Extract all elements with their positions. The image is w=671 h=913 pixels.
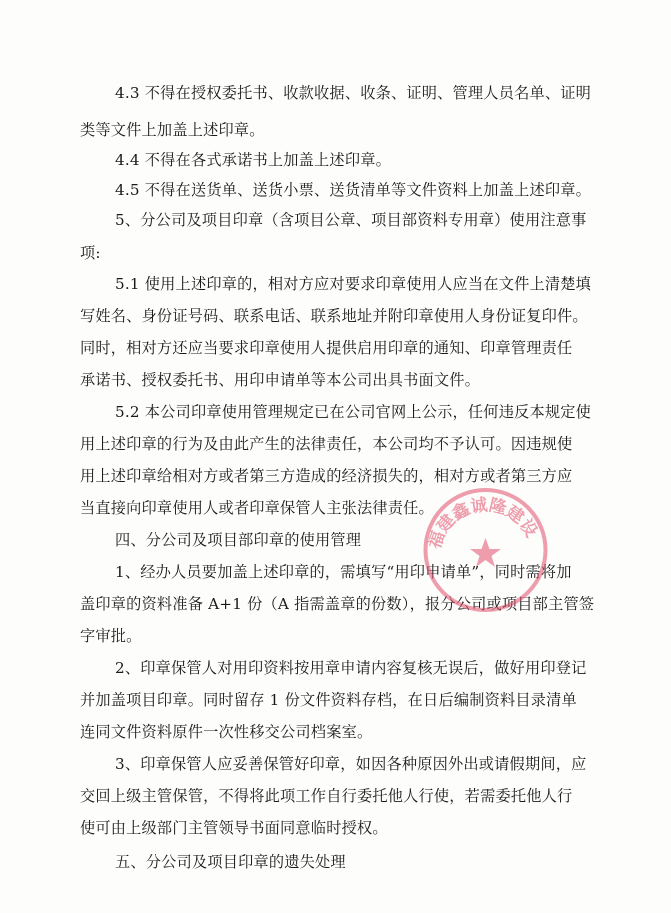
- paragraph-line: 盖印章的资料准备 A+1 份（A 指需盖章的份数），报分公司或项目部主管签: [80, 595, 595, 613]
- company-seal-stamp: [418, 478, 553, 613]
- paragraph-line: 2、印章保管人对用印资料按用章申请内容复核无误后，做好用印登记: [115, 659, 587, 677]
- paragraph-line: 4.4 不得在各式承诺书上加盖上述印章。: [115, 151, 391, 169]
- paragraph-line: 字审批。: [80, 627, 142, 645]
- section-heading: 五、分公司及项目印章的遗失处理: [115, 853, 346, 871]
- paragraph-line: 5.2 本公司印章使用管理规定已在公司官网上公示，任何违反本规定使: [115, 403, 592, 421]
- section-heading: 四、分公司及项目部印章的使用管理: [115, 531, 362, 549]
- seal-text: 福建鑫诚隆建设: [425, 495, 541, 552]
- paragraph-line: 交回上级主管保管，不得将此项工作自行委托他人行使，若需委托他人行: [80, 787, 573, 805]
- paragraph-line: 承诺书、授权委托书、用印申请单等本公司出具书面文件。: [80, 371, 481, 389]
- paragraph-line: 使可由上级部门主管领导书面同意临时授权。: [80, 819, 388, 837]
- paragraph-line: 连同文件资料原件一次性移交公司档案室。: [80, 723, 373, 741]
- paragraph-line: 并加盖项目印章。同时留存 1 份文件资料存档，在日后编制资料目录清单: [80, 691, 577, 709]
- paragraph-line: 4.5 不得在送货单、送货小票、送货清单等文件资料上加盖上述印章。: [115, 181, 592, 199]
- paragraph-line: 用上述印章的行为及由此产生的法律责任，本公司均不予认可。因违规使: [80, 435, 573, 453]
- paragraph-line: 5、分公司及项目印章（含项目公章、项目部资料专用章）使用注意事: [115, 211, 587, 229]
- paragraph-line: 3、印章保管人应妥善保管好印章，如因各种原因外出或请假期间，应: [115, 755, 587, 773]
- paragraph-line: 类等文件上加盖上述印章。: [80, 121, 265, 139]
- paragraph-line: 同时，相对方还应当要求印章使用人提供启用印章的通知、印章管理责任: [80, 339, 573, 357]
- paragraph-line: 4.3 不得在授权委托书、收款收据、收条、证明、管理人员名单、证明: [115, 84, 592, 102]
- paragraph-line: 用上述印章给相对方或者第三方造成的经济损失的，相对方或者第三方应: [80, 467, 573, 485]
- paragraph-line: 项:: [80, 244, 101, 262]
- paragraph-line: 写姓名、身份证号码、联系电话、联系地址并附印章使用人身份证复印件。: [80, 307, 588, 325]
- paragraph-line: 5.1 使用上述印章的，相对方应对要求印章使用人应当在文件上清楚填: [115, 275, 592, 293]
- seal-star-icon: [470, 538, 501, 567]
- paragraph-line: 当直接向印章使用人或者印章保管人主张法律责任。: [80, 499, 434, 517]
- paragraph-line: 1、经办人员要加盖上述印章的，需填写“用印申请单”，同时需将加: [115, 563, 572, 581]
